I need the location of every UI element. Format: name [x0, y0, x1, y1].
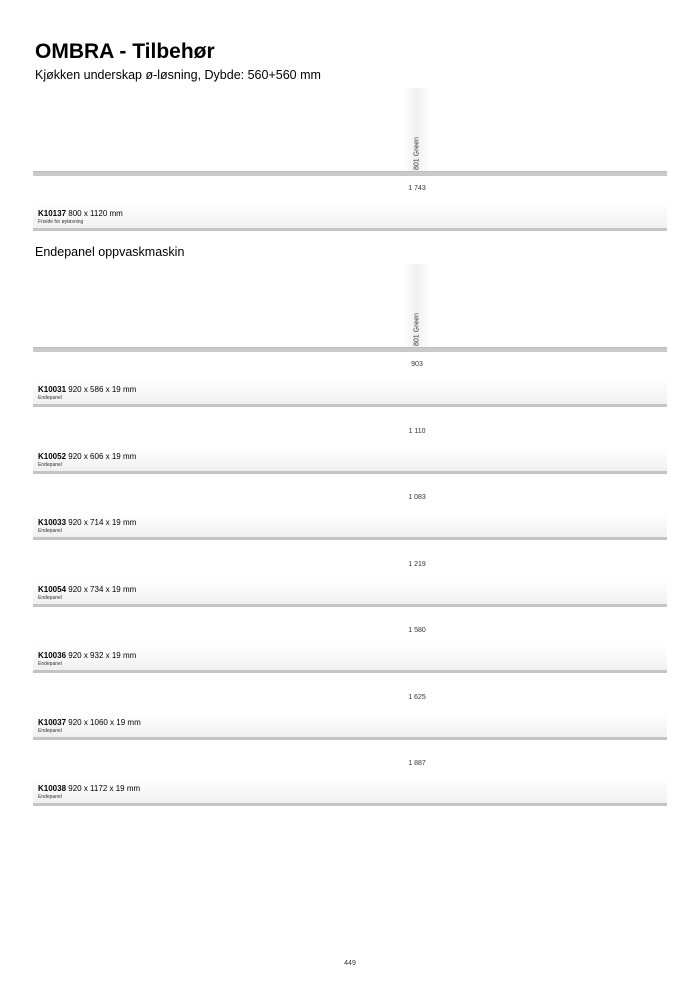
- item-size: 920 x 1172 x 19 mm: [68, 784, 141, 793]
- item-code: K10036: [38, 651, 67, 660]
- item-code: K10054: [38, 585, 67, 594]
- item-desc: Endepanel: [38, 794, 62, 800]
- item-desc: Endepanel: [38, 528, 62, 534]
- page-title: OMBRA - Tilbehør: [35, 40, 215, 63]
- table-row: [33, 646, 667, 673]
- item-code: K10052: [38, 452, 67, 461]
- item-desc: Endepanel: [38, 395, 62, 401]
- section-title: Kjøkken underskap ø-løsning, Dybde: 560+560 mm: [35, 68, 321, 82]
- item-label: [38, 651, 136, 660]
- item-label: [38, 585, 136, 594]
- item-size: 920 x 1060 x 19 mm: [68, 718, 141, 727]
- price: 1 743: [408, 185, 426, 192]
- table-row: [33, 580, 667, 607]
- price: 1 083: [408, 494, 426, 501]
- price: 1 625: [408, 694, 426, 701]
- item-desc: Endepanel: [38, 595, 62, 601]
- item-size: 920 x 606 x 19 mm: [68, 452, 137, 461]
- item-code: K10038: [38, 784, 67, 793]
- table-row: [33, 779, 667, 806]
- item-size: 920 x 734 x 19 mm: [68, 585, 137, 594]
- item-size: 800 x 1120 mm: [68, 209, 123, 218]
- item-desc: Friside for øyløsning: [38, 219, 84, 225]
- item-code: K10033: [38, 518, 67, 527]
- item-desc: Endepanel: [38, 462, 62, 468]
- header-bar: [33, 171, 667, 176]
- column-header: 801 Green: [413, 312, 421, 346]
- item-desc: Endepanel: [38, 728, 62, 734]
- table-row: [33, 513, 667, 540]
- price: 1 887: [408, 760, 426, 767]
- item-size: 920 x 932 x 19 mm: [68, 651, 137, 660]
- item-size: 920 x 714 x 19 mm: [68, 518, 137, 527]
- price: 1 580: [408, 627, 426, 634]
- header-bar: [33, 347, 667, 352]
- item-desc: Endepanel: [38, 661, 62, 667]
- price: 1 219: [408, 561, 426, 568]
- table-row: [33, 204, 667, 231]
- item-label: [38, 518, 136, 527]
- table-row: [33, 380, 667, 407]
- item-label: [38, 209, 123, 218]
- price: 903: [411, 361, 423, 368]
- item-code: K10037: [38, 718, 67, 727]
- price: 1 110: [408, 428, 426, 435]
- item-code: K10031: [38, 385, 67, 394]
- item-label: [38, 718, 141, 727]
- column-header: 801 Green: [413, 136, 421, 170]
- section-title: Endepanel oppvaskmaskin: [35, 245, 185, 259]
- item-size: 920 x 586 x 19 mm: [68, 385, 137, 394]
- item-label: [38, 385, 136, 394]
- item-code: K10137: [38, 209, 67, 218]
- item-label: [38, 452, 136, 461]
- page-number: 449: [344, 960, 356, 967]
- table-row: [33, 447, 667, 474]
- item-label: [38, 784, 140, 793]
- table-row: [33, 713, 667, 740]
